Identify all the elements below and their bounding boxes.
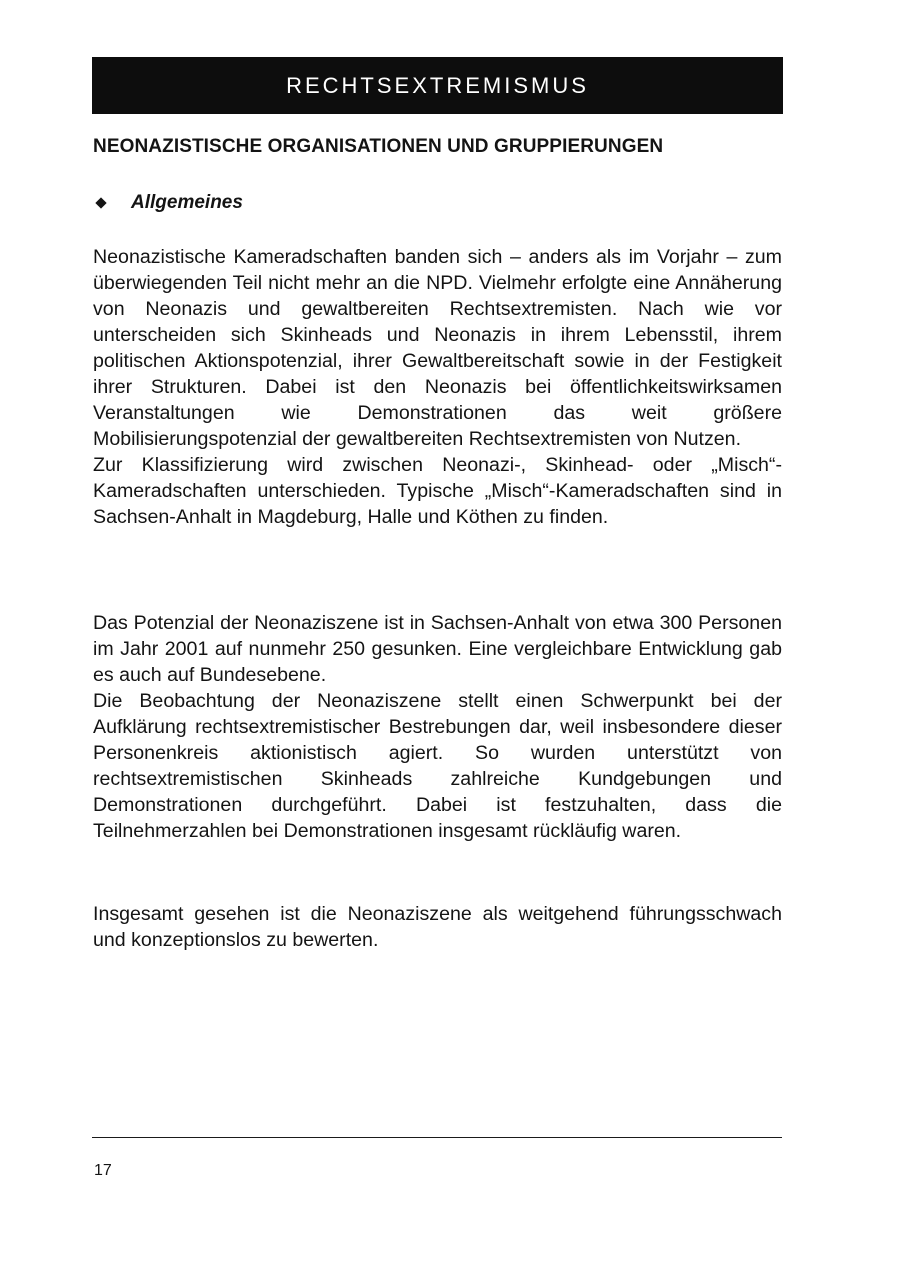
page-number: 17 xyxy=(94,1162,112,1179)
footer-rule xyxy=(92,1137,782,1138)
paragraph-block-2 xyxy=(93,610,782,844)
section-heading: NEONAZISTISCHE ORGANISATIONEN UND GRUPPIERUNGEN xyxy=(93,136,664,157)
paragraph-4: Die Beobachtung der Neonaziszene stellt einen Schwerpunkt bei der Aufklärung rechtsextremistischer Bestrebungen dar, weil insbesondere dieser Personenkreis aktionistisch agiert. So wurden unterstützt von rechtsextremistischen Skinheads zahlreiche Kundgebungen und Demonstrationen durchgeführt. Dabei ist festzuhalten, dass die Teilnehmerzahlen bei Demonstrationen insgesamt rückläufig waren. xyxy=(93,690,782,842)
subheading-row xyxy=(93,192,243,214)
paragraph-1: Neonazistische Kameradschaften banden sich – anders als im Vorjahr – zum überwiegenden Teil nicht mehr an die NPD. Vielmehr erfolgte eine Annäherung von Neonazis und gewaltbereiten Rechtsextremisten. Nach wie vor unterscheiden sich Skinheads und Neonazis in ihrem Lebensstil, ihrem politischen Aktionspotenzial, ihrer Gewaltbereitschaft sowie in der Festigkeit ihrer Strukturen. Dabei ist den Neonazis bei öffentlichkeitswirksamen Veranstaltungen wie Demonstrationen das weit größere Mobilisierungspotenzial der gewaltbereiten Rechtsextremisten von Nutzen. xyxy=(93,246,782,450)
chapter-header-bar xyxy=(92,57,783,114)
paragraph-5: Insgesamt gesehen ist die Neonaziszene als weitgehend führungsschwach und konzeptionslos zu bewerten. xyxy=(93,903,782,951)
chapter-title: RECHTSEXTREMISMUS xyxy=(286,72,589,98)
paragraph-2: Zur Klassifizierung wird zwischen Neonazi-, Skinhead- oder „Misch“-Kameradschaften unterschieden. Typische „Misch“-Kameradschaften sind in Sachsen-Anhalt in Magdeburg, Halle und Köthen zu finden. xyxy=(93,454,782,528)
paragraph-block-1 xyxy=(93,244,782,530)
paragraph-block-3 xyxy=(93,901,782,953)
diamond-bullet-icon xyxy=(95,197,106,208)
subheading-label: Allgemeines xyxy=(131,192,243,213)
paragraph-3: Das Potenzial der Neonaziszene ist in Sachsen-Anhalt von etwa 300 Personen im Jahr 2001 auf nunmehr 250 gesunken. Eine vergleichbare Entwicklung gab es auch auf Bundesebene. xyxy=(93,612,782,686)
